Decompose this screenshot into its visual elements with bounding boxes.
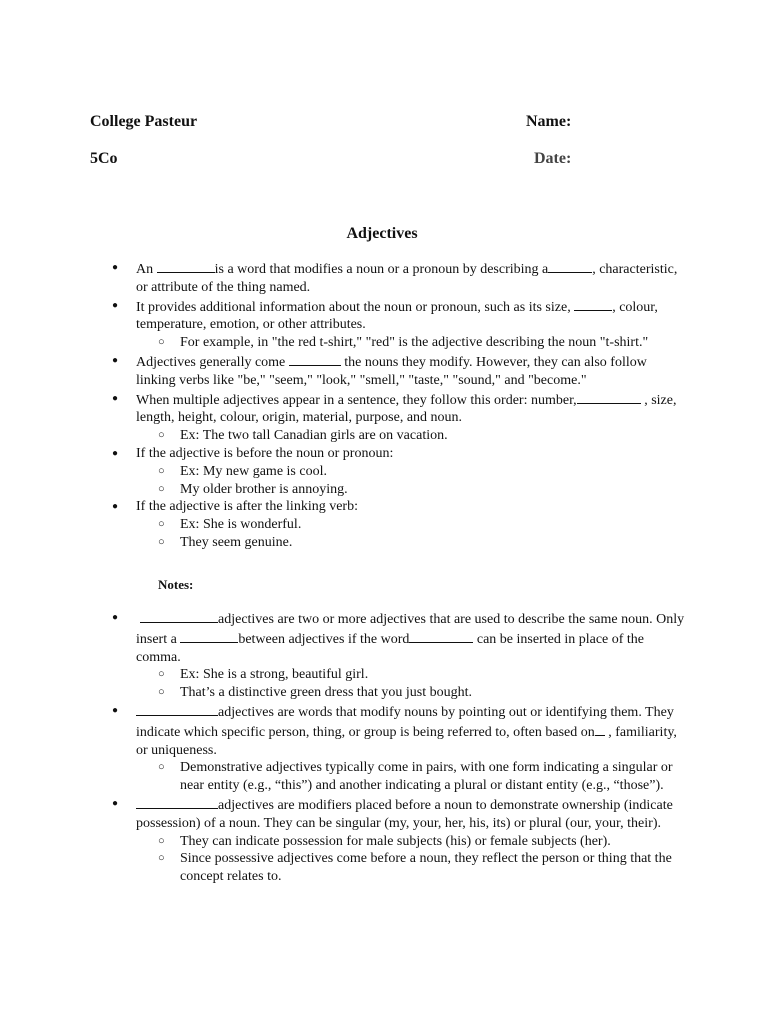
list-item: ● Adjectives generally come the nouns they modify. However, they can also follow linking verbs like "be," "seem," "look," "smell," "taste," "sound," and "become." [136,352,686,390]
sub-list-item: ○ Ex: My new game is cool. [180,463,686,481]
list-item: ● adjectives are modifiers placed before a noun to demonstrate ownership (indicate possession) of a noun. They can be singular (my, your, her, his, its) or plural (our, your, their). ○ They can indicate possession for male subjects (his) or female subjects (her). ○ Since possessive adjectives come before a noun, they reflect the person or thing that the concept relates to. [136,795,686,886]
sub-list [180,334,686,352]
adjectives-list [136,259,686,552]
sub-list-item: ○ They can indicate possession for male subjects (his) or female subjects (her). [180,833,686,851]
fill-blank [595,722,605,736]
list-item: ● If the adjective is after the linking verb: ○ Ex: She is wonderful. ○ They seem genuine. [136,498,686,551]
list-item: ● An is a word that modifies a noun or a pronoun by describing a , characteristic, or attribute of the thing named. [136,259,686,297]
class-label: 5Co [90,150,118,167]
list-item: ● If the adjective is before the noun or pronoun: ○ Ex: My new game is cool. ○ My older brother is annoying. [136,445,686,498]
fill-blank [574,297,612,311]
list-item: ● It provides additional information about the noun or pronoun, such as its size, , colour, temperature, emotion, or other attributes. ○ For example, in "the red t-shirt," "red" is the adjective describing the noun "t-shirt." [136,297,686,352]
fill-blank [289,352,341,366]
fill-blank [548,259,592,273]
sub-list-item: ○ Ex: She is wonderful. [180,516,686,534]
sub-list-item: ○ Ex: She is a strong, beautiful girl. [180,666,686,684]
fill-blank [136,702,218,716]
list-item: ● adjectives are two or more adjectives that are used to describe the same noun. Only insert a between adjectives if the word can be inserted in place of the comma. ○ Ex: She is a strong, beautiful girl. ○ That’s a distinctive green dress that you just bought. [136,609,686,702]
list-item: ● When multiple adjectives appear in a sentence, they follow this order: number, , size, length, height, colour, origin, material, purpose, and noun. ○ Ex: The two tall Canadian girls are on vacation. [136,390,686,445]
sub-list [180,427,686,445]
list-item: ● adjectives are words that modify nouns by pointing out or identifying them. They indicate which specific person, thing, or group is being referred to, often based on , familiarity, or uniqueness. ○ Demonstrative adjectives typically come in pairs, with one form indicating a singular or near entity (e.g., “this”) and another indicating a plural or distant entity (e.g., “those”). [136,702,686,795]
fill-blank [409,629,473,643]
page-title: Adjectives [346,225,418,242]
fill-blank [577,390,641,404]
name-label: Name: [526,113,572,130]
notes-label: Notes: [158,577,194,592]
sub-list-item: ○ That’s a distinctive green dress that you just bought. [180,684,686,702]
sub-list-item: ○ My older brother is annoying. [180,481,686,499]
fill-blank [136,795,218,809]
sub-list-item: ○ For example, in "the red t-shirt," "red" is the adjective describing the noun "t-shirt." [180,334,686,352]
sub-list [180,833,686,886]
school-name: College Pasteur [90,113,198,130]
date-label: Date: [534,150,572,167]
sub-list [180,463,686,499]
sub-list-item: ○ They seem genuine. [180,534,686,552]
fill-blank [140,609,218,623]
fill-blank [157,259,215,273]
fill-blank [180,629,238,643]
sub-list-item: ○ Demonstrative adjectives typically come in pairs, with one form indicating a singular or near entity (e.g., “this”) and another indicating a plural or distant entity (e.g., “those”). [180,759,686,795]
sub-list [180,516,686,552]
sub-list [180,759,686,795]
sub-list-item: ○ Since possessive adjectives come before a noun, they reflect the person or thing that the concept relates to. [180,850,686,886]
sub-list [180,666,686,702]
adjective-types-list [136,609,686,886]
sub-list-item: ○ Ex: The two tall Canadian girls are on vacation. [180,427,686,445]
